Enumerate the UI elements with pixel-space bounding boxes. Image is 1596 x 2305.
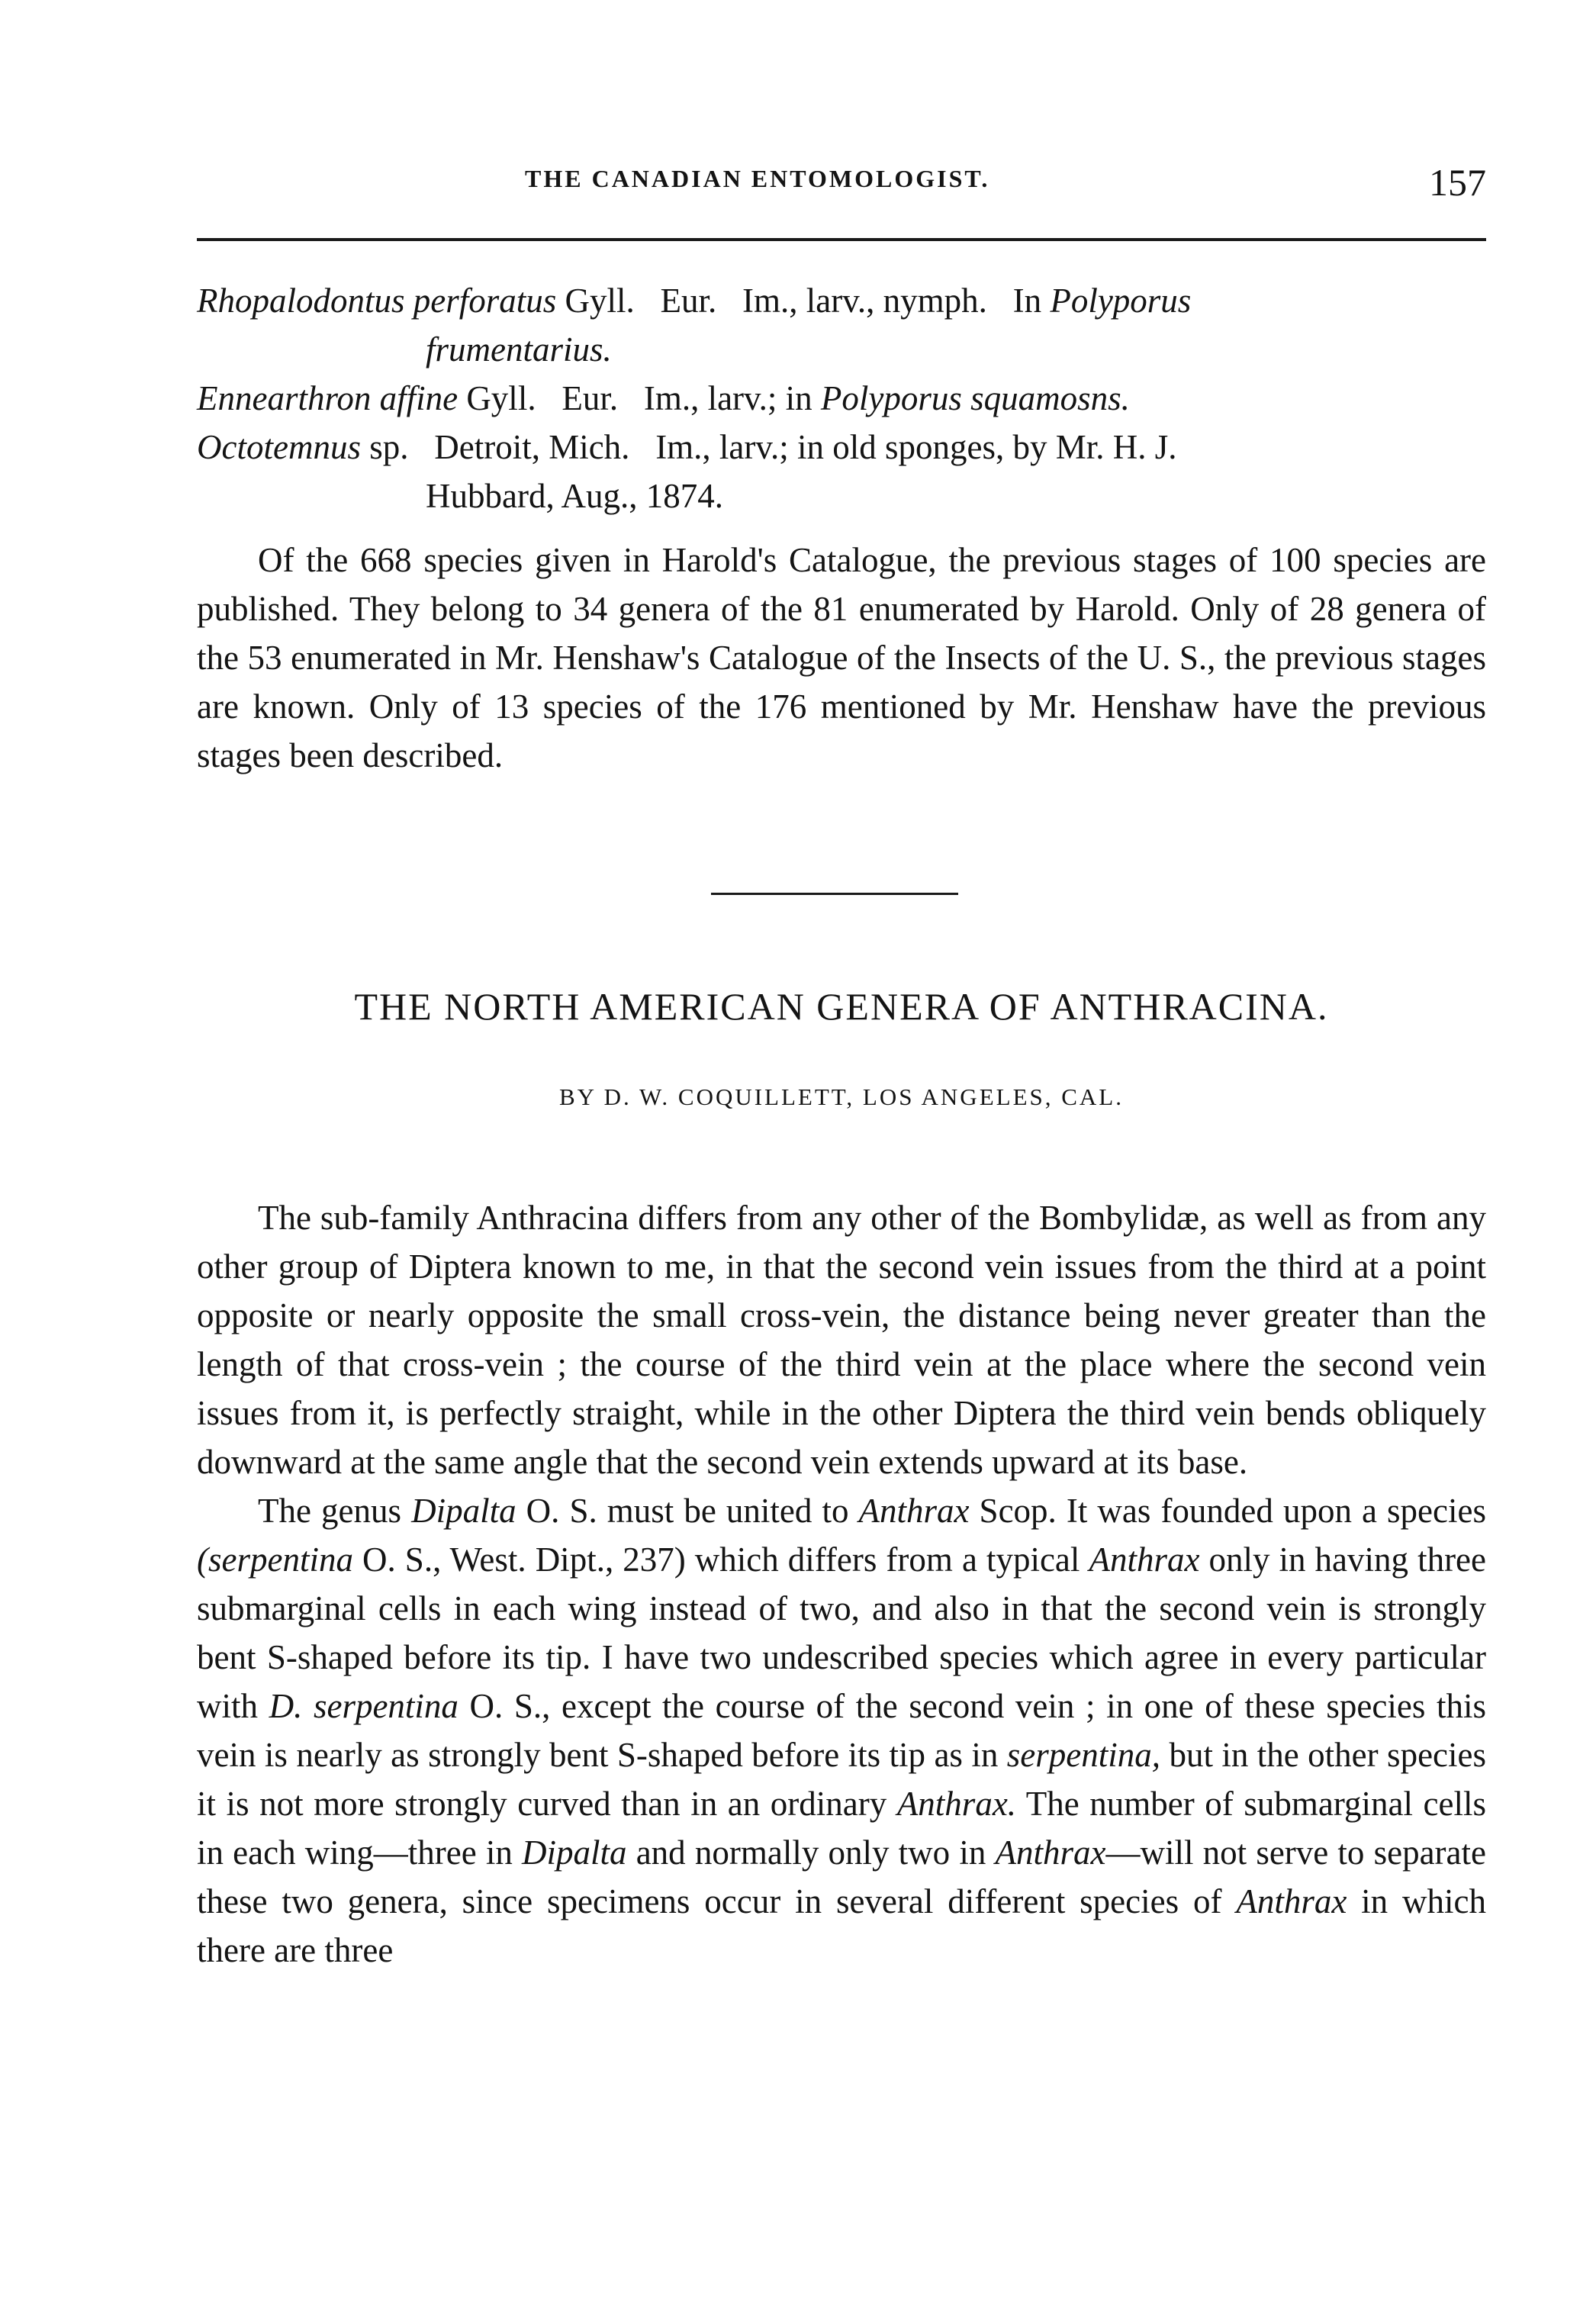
species-entry <box>197 423 1486 520</box>
text-run: in which there are three <box>197 1882 1486 1969</box>
text-run: The number of submarginal cells in each wing—three in <box>197 1785 1486 1872</box>
habitat-prefix: in <box>785 379 812 417</box>
text-run: but in the other species it is not more strongly curved than in an ordinary <box>197 1736 1487 1823</box>
host-name: Polyporus <box>1050 282 1192 320</box>
italic-run: D. serpentina <box>269 1687 459 1725</box>
italic-run: Anthrax <box>1236 1882 1347 1920</box>
article-paragraph-1: The sub-family Anthracina differs from any other of the Bombylidæ, as well as from any other group of Diptera known to me, in that the second vein issues from the third at a point opposite or nearly opposite the small cross-vein, the distance being never greater than the length of that cross-vein ; the course of the third vein at the place where the second vein issues from it, is perfectly straight, while in the other Diptera the third vein bends obliquely downward at the same angle that the second vein extends upward at its base. <box>197 1199 1486 1481</box>
italic-run: Anthrax <box>995 1833 1106 1872</box>
species-stages: Im., larv.; <box>655 428 789 466</box>
article-byline: BY D. W. COQUILLETT, LOS ANGELES, CAL. <box>558 1083 1124 1110</box>
host-name: Polyporus squamosns. <box>820 379 1130 417</box>
article-body <box>197 1193 1486 1975</box>
host-name-cont: frumentarius. <box>426 330 612 369</box>
species-locality: Eur. <box>660 282 717 320</box>
italic-run: Dipalta <box>411 1492 516 1530</box>
summary-paragraph: Of the 668 species given in Harold's Catalogue, the previous stages of 100 species are published. They belong to 34 genera of the 81 enumerated by Harold. Only of 28 genera of the 53 enumerated in Mr. Henshaw's Catalogue of the Insects of the U. S., the previous stages are known. Only of 13 species of the 176 mentioned by Mr. Henshaw have the previous stages been described. <box>197 541 1486 774</box>
article-paragraph-2 <box>197 1486 1486 1975</box>
species-author: Gyll. <box>466 379 536 417</box>
species-stages: Im., larv.; <box>643 379 777 417</box>
text-run: O. S., West. Dipt., 237) which differs from a typical <box>352 1540 1089 1579</box>
running-head <box>197 160 1486 206</box>
species-entry <box>197 374 1486 423</box>
text-run: Scop. It was founded upon a species <box>969 1492 1486 1530</box>
header-rule <box>197 238 1486 241</box>
text-run: O. S., except the course of the second vein ; in one of these species this vein is nearly as strongly bent S-shaped before its tip as in <box>197 1687 1486 1774</box>
species-author: Gyll. <box>565 282 635 320</box>
italic-run: Dipalta <box>522 1833 627 1872</box>
species-stages: Im., larv., nymph. <box>742 282 987 320</box>
species-locality: Detroit, Mich. <box>434 428 630 466</box>
species-name: Rhopalodontus perforatus <box>197 282 557 320</box>
text-run: —will not serve to separate these two genera, since specimens occur in several different species of <box>197 1833 1486 1920</box>
species-name: Ennearthron affine <box>197 379 459 417</box>
text-run: only in having three submarginal cells in each wing instead of two, and also in that the second vein is strongly bent S-shaped before its tip. I have two undescribed species which agree in every particular with <box>197 1540 1487 1725</box>
species-entries <box>197 276 1486 520</box>
species-habitat-cont: Hubbard, Aug., 1874. <box>426 477 723 515</box>
running-title: THE CANADIAN ENTOMOLOGIST. <box>525 165 990 192</box>
italic-run: Anthrax <box>1089 1540 1200 1579</box>
italic-run: (serpentina <box>197 1540 353 1579</box>
text-run: The genus <box>258 1492 412 1530</box>
species-name: Octotemnus <box>197 428 361 466</box>
habitat-prefix: In <box>1012 282 1042 320</box>
text-run: O. S. must be united to <box>516 1492 859 1530</box>
summary-block <box>197 536 1486 780</box>
text-run: and normally only two in <box>626 1833 996 1872</box>
species-locality: Eur. <box>561 379 619 417</box>
page-number: 157 <box>1429 161 1486 204</box>
italic-run: Anthrax <box>858 1492 970 1530</box>
italic-run: Anthrax. <box>896 1785 1017 1823</box>
section-divider <box>711 893 958 895</box>
article-title: THE NORTH AMERICAN GENERA OF ANTHRACINA. <box>354 985 1329 1028</box>
italic-run: serpentina, <box>1006 1736 1161 1774</box>
species-author: sp. <box>369 428 409 466</box>
species-habitat: in old sponges, by Mr. H. J. <box>796 428 1177 466</box>
species-entry <box>197 276 1486 374</box>
